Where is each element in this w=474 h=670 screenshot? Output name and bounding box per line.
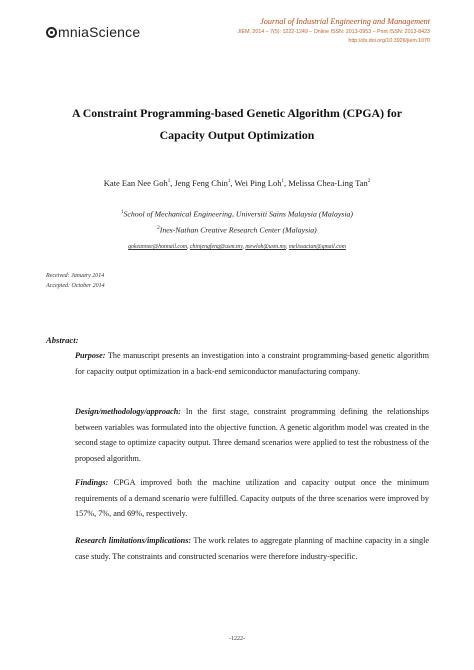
section-text: In the first stage, constraint programming defining the relationships between variables was formulated into the objective function. A genetic algorithm model was created in the second stage to optimize capacity output. Three demand scenarios were applied to test the robustness of the proposed algorithm. xyxy=(75,407,429,463)
journal-name: Journal of Industrial Engineering and Management xyxy=(260,17,430,26)
received-date: Received: January 2014 xyxy=(46,273,105,279)
section-text: The work relates to aggregate planning of machine capacity in a single case study. The constraints and constructed scenarios were therefore industry-specific. xyxy=(75,536,429,561)
paper-title xyxy=(30,102,444,146)
abstract-heading: Abstract: xyxy=(46,335,79,345)
journal-meta: JIEM, 2014 – 7(5): 1222-1249 – Online ISSN: 2013-0953 – Print ISSN: 2013-8423 xyxy=(237,29,430,35)
title-line: A Constraint Programming-based Genetic Algorithm (CPGA) for xyxy=(71,106,403,120)
publisher-logo xyxy=(46,24,140,40)
accepted-date: Accepted: October 2014 xyxy=(46,283,105,289)
section-label: Purpose: xyxy=(75,351,106,360)
author-affil-mark: 1 xyxy=(227,179,231,185)
author-list: Kate Ean Nee Goh$^1$, Jeng Feng Chin$^1$, Wei Ping Loh$^1$, Melissa Chea-Ling Tan$^2$ xyxy=(103,178,371,188)
omnia-logo-mark-icon xyxy=(46,27,57,38)
abstract-section-findings xyxy=(75,475,429,522)
affiliation: $^1$School of Mechanical Engineering, Universiti Sains Malaysia (Malaysia) xyxy=(120,209,354,219)
email-link[interactable]: gokeannee@hotmail.com xyxy=(128,244,188,250)
section-label: Design/methodology/approach: xyxy=(75,407,181,416)
email-link[interactable]: chinjengfeng@usm.my xyxy=(189,244,243,250)
submission-dates xyxy=(46,271,105,291)
author-affil-mark: 1 xyxy=(281,179,284,185)
affiliations xyxy=(30,206,444,237)
publisher-name: mniaScience xyxy=(58,24,141,40)
title-line: Capacity Output Optimization xyxy=(159,128,315,142)
section-text: The manuscript presents an investigation into a constraint programming-based genetic algorithm for capacity output optimization in a back-end semiconductor manufacturing company. xyxy=(75,351,429,376)
abstract-section-limitations xyxy=(75,533,429,564)
abstract-section-purpose xyxy=(75,348,429,379)
author-name: Melissa Chea-Ling Tan xyxy=(288,178,368,188)
section-label: Research limitations/implications: xyxy=(75,536,192,545)
journal-header xyxy=(170,16,430,45)
doi-link[interactable]: http://dx.doi.org/10.3926/jiem.1070 xyxy=(348,38,430,44)
affiliation: $^2$Ines-Nathan Creative Research Center (Malaysia) xyxy=(157,225,317,235)
author-name: Wei Ping Loh xyxy=(234,178,282,188)
author-affil-mark: 1 xyxy=(167,179,171,185)
author-name: Jeng Feng Chin xyxy=(174,178,228,188)
email-link[interactable]: melissactan@gmail.com xyxy=(288,244,346,250)
abstract-section-design xyxy=(75,404,429,466)
author-name: Kate Ean Nee Goh xyxy=(103,178,168,188)
author-affil-mark: 2 xyxy=(367,179,371,185)
section-label: Findings: xyxy=(75,478,109,487)
section-text: CPGA improved both the machine utilization and capacity output once the minimum requirements of a demand scenario were fulfilled. Capacity outputs of the three scenarios were improved by 157%, 7%, and 69%, respectively. xyxy=(75,478,429,518)
page-number: -1222- xyxy=(229,636,245,642)
email-link[interactable]: mewloh@usm.my xyxy=(245,244,286,250)
author-emails: gokeannee@hotmail.com, chinjengfeng@usm.my, mewloh@usm.my, melissactan@gmail.com xyxy=(128,244,346,250)
